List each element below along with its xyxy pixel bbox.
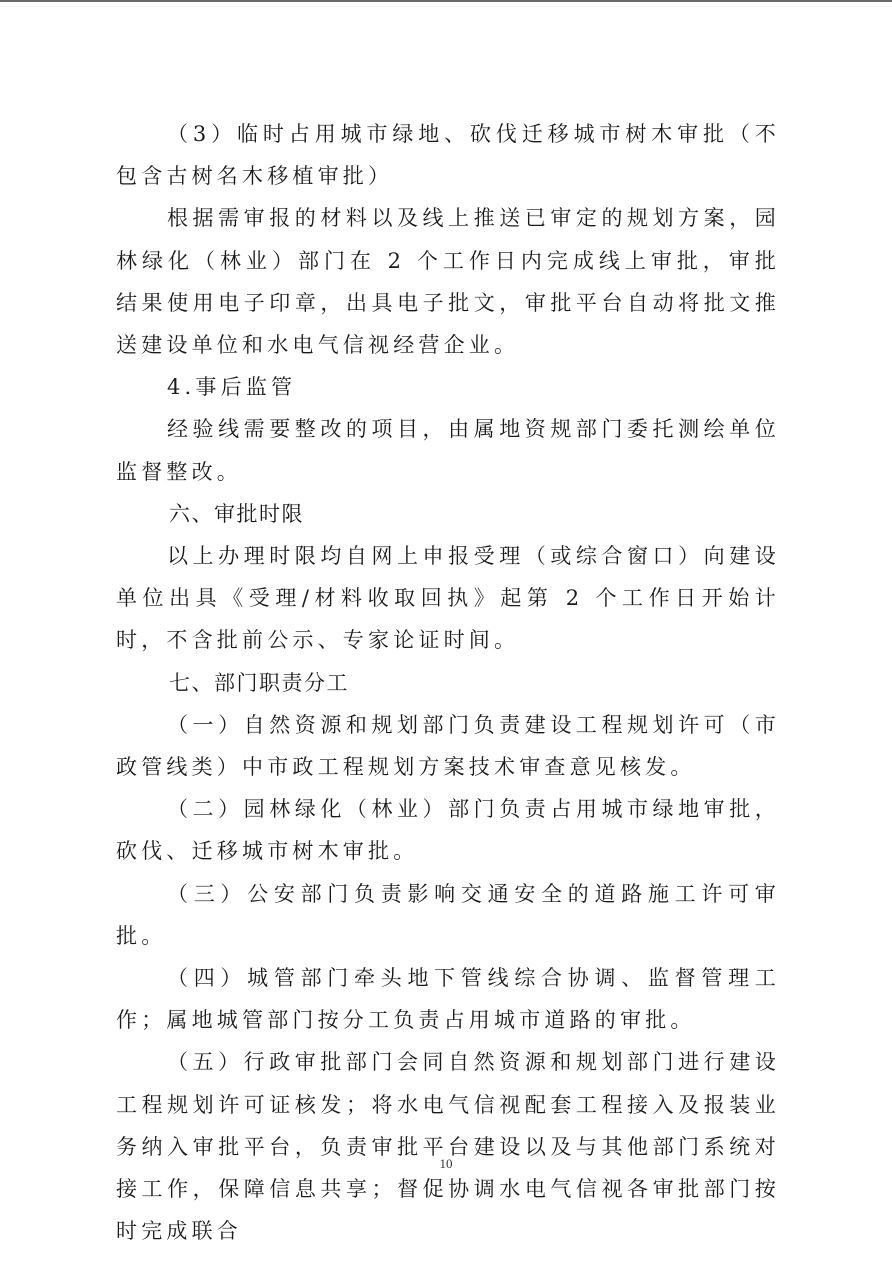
paragraph-duty-natural-resources: （一）自然资源和规划部门负责建设工程规划许可（市政管线类）中市政工程规划方案技术审查意见核发。 (116, 712, 780, 780)
section-heading-department-duties: 七、部门职责分工 (169, 670, 349, 695)
paragraph-duty-urban-management: （四）城管部门牵头地下管线综合协调、监督管理工作；属地城管部门按分工负责占用城市道路的审批。 (116, 966, 780, 1033)
paragraph-rectification: 经验线需要整改的项目，由属地资规部门委托测绘单位监督整改。 (116, 417, 780, 484)
paragraph-duty-administrative-approval: （五）行政审批部门会同自然资源和规划部门进行建设工程规划许可证核发；将水电气信视配套工程接入及报装业务纳入审批平台，负责审批平台建设以及与其他部门系统对接工作，保障信息共享；督促协调水电气信视各审批部门按时完成联合 (116, 1050, 780, 1244)
paragraph-post-supervision-title: 4.事后监管 (167, 375, 297, 400)
paragraph-time-limit: 以上办理时限均自网上申报受理（或综合窗口）向建设单位出具《受理/材料收取回执》起第 2 个工作日开始计时，不含批前公示、专家论证时间。 (116, 544, 780, 653)
section-heading-approval-time-limit: 六、审批时限 (169, 501, 304, 526)
paragraph-approval-process: 根据需审报的材料以及线上推送已审定的规划方案，园林绿化（林业）部门在 2 个工作日内完成线上审批，审批结果使用电子印章，出具电子批文，审批平台自动将批文推送建设单位和水电气信视经营企业。 (116, 206, 780, 358)
paragraph-duty-landscaping: （二）园林绿化（林业）部门负责占用城市绿地审批，砍伐、迁移城市树木审批。 (116, 797, 780, 864)
page-number: 10 (439, 1156, 453, 1171)
document-body (116, 113, 780, 1252)
paragraph-duty-public-security: （三）公安部门负责影响交通安全的道路施工许可审批。 (116, 881, 780, 948)
page-top-border (0, 0, 892, 2)
paragraph-3-temporary-green-land: （3）临时占用城市绿地、砍伐迁移城市树木审批（不包含古树名木移植审批） (116, 122, 780, 189)
